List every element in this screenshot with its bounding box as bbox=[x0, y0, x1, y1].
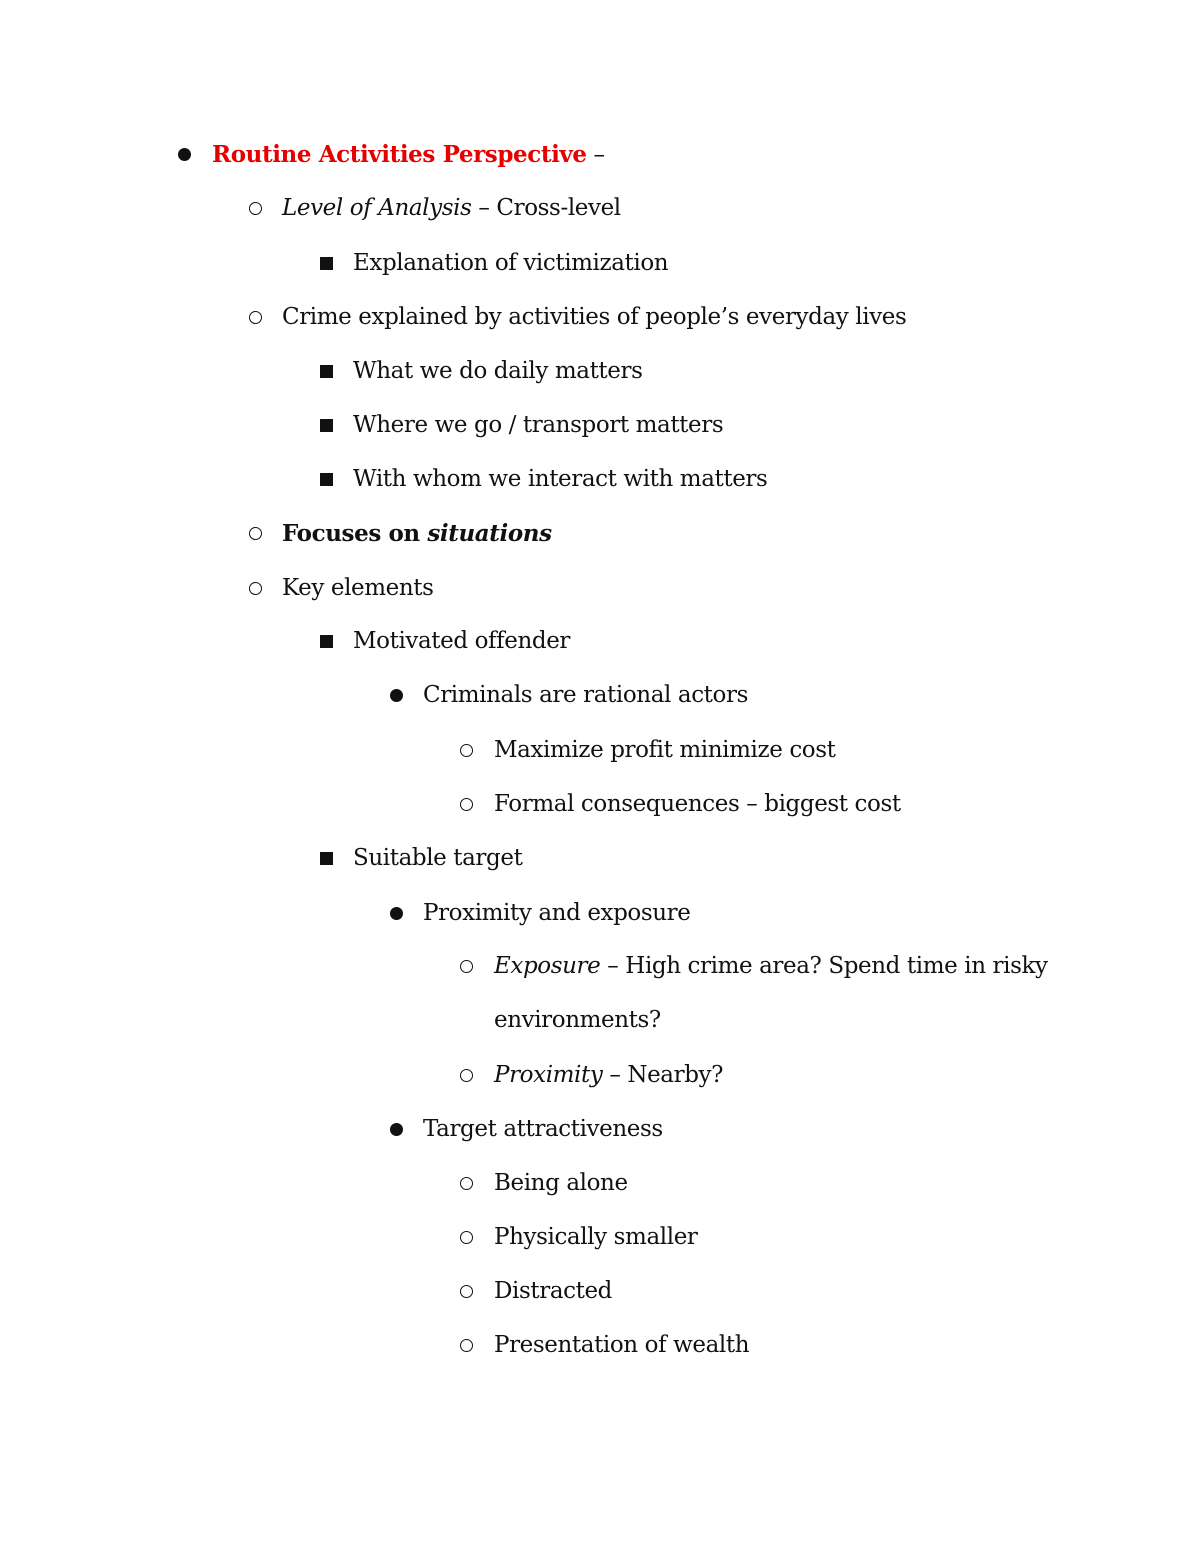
level-value: – Cross-level bbox=[471, 195, 621, 221]
outline-item-text: Crime explained by activities of people’s everyday lives bbox=[282, 304, 907, 330]
heading-suffix: – bbox=[586, 141, 605, 168]
hollow-circle-bullet-icon bbox=[460, 798, 473, 811]
hollow-circle-bullet-icon bbox=[460, 1177, 473, 1190]
outline-item-text bbox=[282, 195, 621, 221]
outline-item-text: Where we go / transport matters bbox=[353, 412, 724, 438]
hollow-circle-bullet-icon bbox=[460, 1285, 473, 1298]
outline-item-text: Distracted bbox=[494, 1278, 613, 1304]
square-bullet-icon bbox=[320, 473, 333, 486]
focuses-emphasis: situations bbox=[427, 519, 552, 547]
outline-item-text bbox=[212, 141, 605, 168]
outline-item-text: Proximity and exposure bbox=[423, 900, 691, 926]
hollow-circle-bullet-icon bbox=[460, 960, 473, 973]
filled-circle-bullet-icon bbox=[390, 907, 403, 920]
heading-text: Routine Activities Perspective bbox=[212, 140, 587, 168]
hollow-circle-bullet-icon bbox=[249, 582, 262, 595]
hollow-circle-bullet-icon bbox=[249, 202, 262, 215]
hollow-circle-bullet-icon bbox=[460, 1231, 473, 1244]
outline-item-text: Key elements bbox=[282, 575, 434, 601]
hollow-circle-bullet-icon bbox=[249, 527, 262, 540]
outline-item-text: Being alone bbox=[494, 1170, 628, 1196]
hollow-circle-bullet-icon bbox=[460, 1069, 473, 1082]
square-bullet-icon bbox=[320, 419, 333, 432]
outline-item-text: environments? bbox=[494, 1007, 661, 1033]
proximity-value: – Nearby? bbox=[602, 1062, 724, 1088]
square-bullet-icon bbox=[320, 365, 333, 378]
filled-circle-bullet-icon bbox=[390, 689, 403, 702]
level-label: Level of Analysis bbox=[282, 195, 472, 221]
filled-circle-bullet-icon bbox=[178, 148, 191, 161]
hollow-circle-bullet-icon bbox=[460, 1339, 473, 1352]
outline-item-text: Physically smaller bbox=[494, 1224, 698, 1250]
outline-item-text: Formal consequences – biggest cost bbox=[494, 791, 901, 817]
proximity-label: Proximity bbox=[494, 1062, 603, 1088]
hollow-circle-bullet-icon bbox=[249, 311, 262, 324]
filled-circle-bullet-icon bbox=[390, 1123, 403, 1136]
outline-item-text bbox=[282, 520, 552, 547]
focuses-prefix: Focuses on bbox=[282, 519, 428, 547]
hollow-circle-bullet-icon bbox=[460, 744, 473, 757]
outline-item-text: Motivated offender bbox=[353, 628, 571, 654]
outline-item-text: Maximize profit minimize cost bbox=[494, 737, 836, 763]
square-bullet-icon bbox=[320, 257, 333, 270]
outline-item-text: Criminals are rational actors bbox=[423, 682, 748, 708]
exposure-value: – High crime area? Spend time in risky bbox=[600, 953, 1048, 979]
outline-item-text: What we do daily matters bbox=[353, 358, 643, 384]
outline-item-text: Target attractiveness bbox=[423, 1116, 663, 1142]
square-bullet-icon bbox=[320, 635, 333, 648]
outline-item-text: With whom we interact with matters bbox=[353, 466, 768, 492]
exposure-label: Exposure bbox=[494, 953, 601, 979]
outline-item-text: Suitable target bbox=[353, 845, 523, 871]
outline-item-text bbox=[494, 1062, 723, 1088]
square-bullet-icon bbox=[320, 852, 333, 865]
outline-item-text: Presentation of wealth bbox=[494, 1332, 750, 1358]
outline-item-text bbox=[494, 953, 1048, 979]
outline-item-text: Explanation of victimization bbox=[353, 250, 669, 276]
